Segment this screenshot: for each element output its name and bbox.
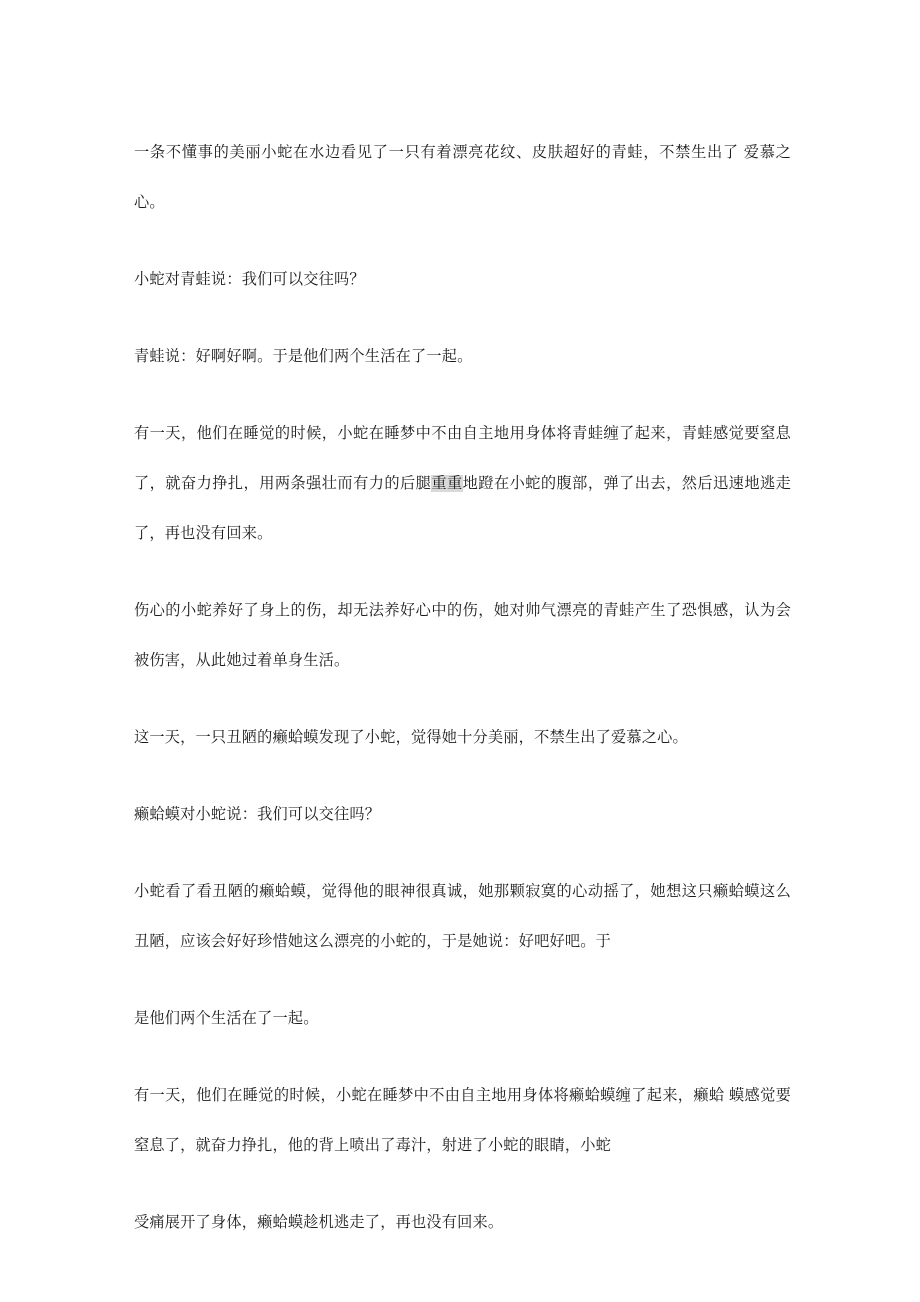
paragraph-4-highlighted-text: 重重: [431, 475, 463, 492]
paragraph-4-text-before-highlight: 有一天，他们在睡觉的时候，小蛇在睡梦中不由自主地用身体将青蛙缠了起来，青蛙感觉要窒息了，就奋力挣扎，用两条强壮而有力的后腿: [134, 425, 791, 492]
paragraph-1: 一条不懂事的美丽小蛇在水边看见了一只有着漂亮花纹、皮肤超好的青蛙，不禁生出了 爱慕之心。: [134, 144, 791, 211]
paragraph-9: 是他们两个生活在了一起。: [134, 1010, 319, 1027]
paragraph-2: 小蛇对青蛙说：我们可以交往吗？: [134, 271, 365, 288]
paragraph-4-text-after-highlight: 地蹬在小蛇的腹部，弹了出去，然后迅速地逃走了，再也没有回来。: [134, 475, 791, 542]
paragraph-4: [134, 409, 791, 559]
paragraph-11: 受痛展开了身体，癞蛤蟆趁机逃走了，再也没有回来。: [134, 1214, 504, 1231]
paragraph-6: 这一天，一只丑陋的癞蛤蟆发现了小蛇，觉得她十分美丽，不禁生出了爱慕之心。: [134, 729, 688, 746]
paragraph-10: 有一天，他们在睡觉的时候，小蛇在睡梦中不由自主地用身体将癞蛤蟆缠了起来，癞蛤 蟆感觉要窒息了，就奋力挣扎，他的背上喷出了毒汁，射进了小蛇的眼睛，小蛇: [134, 1087, 791, 1154]
paragraph-7: 癞蛤蟆对小蛇说：我们可以交往吗？: [134, 806, 381, 823]
paragraph-3: 青蛙说：好啊好啊。于是他们两个生活在了一起。: [134, 348, 473, 365]
paragraph-5: 伤心的小蛇养好了身上的伤，却无法养好心中的伤，她对帅气漂亮的青蛙产生了恐惧感，认为会被伤害，从此她过着单身生活。: [134, 602, 791, 669]
paragraph-8: 小蛇看了看丑陋的癞蛤蟆，觉得他的眼神很真诚，她那颗寂寞的心动摇了，她想这只癞蛤蟆这么丑陋，应该会好好珍惜她这么漂亮的小蛇的，于是她说：好吧好吧。于: [134, 883, 791, 950]
document-text-body: [134, 128, 791, 1248]
